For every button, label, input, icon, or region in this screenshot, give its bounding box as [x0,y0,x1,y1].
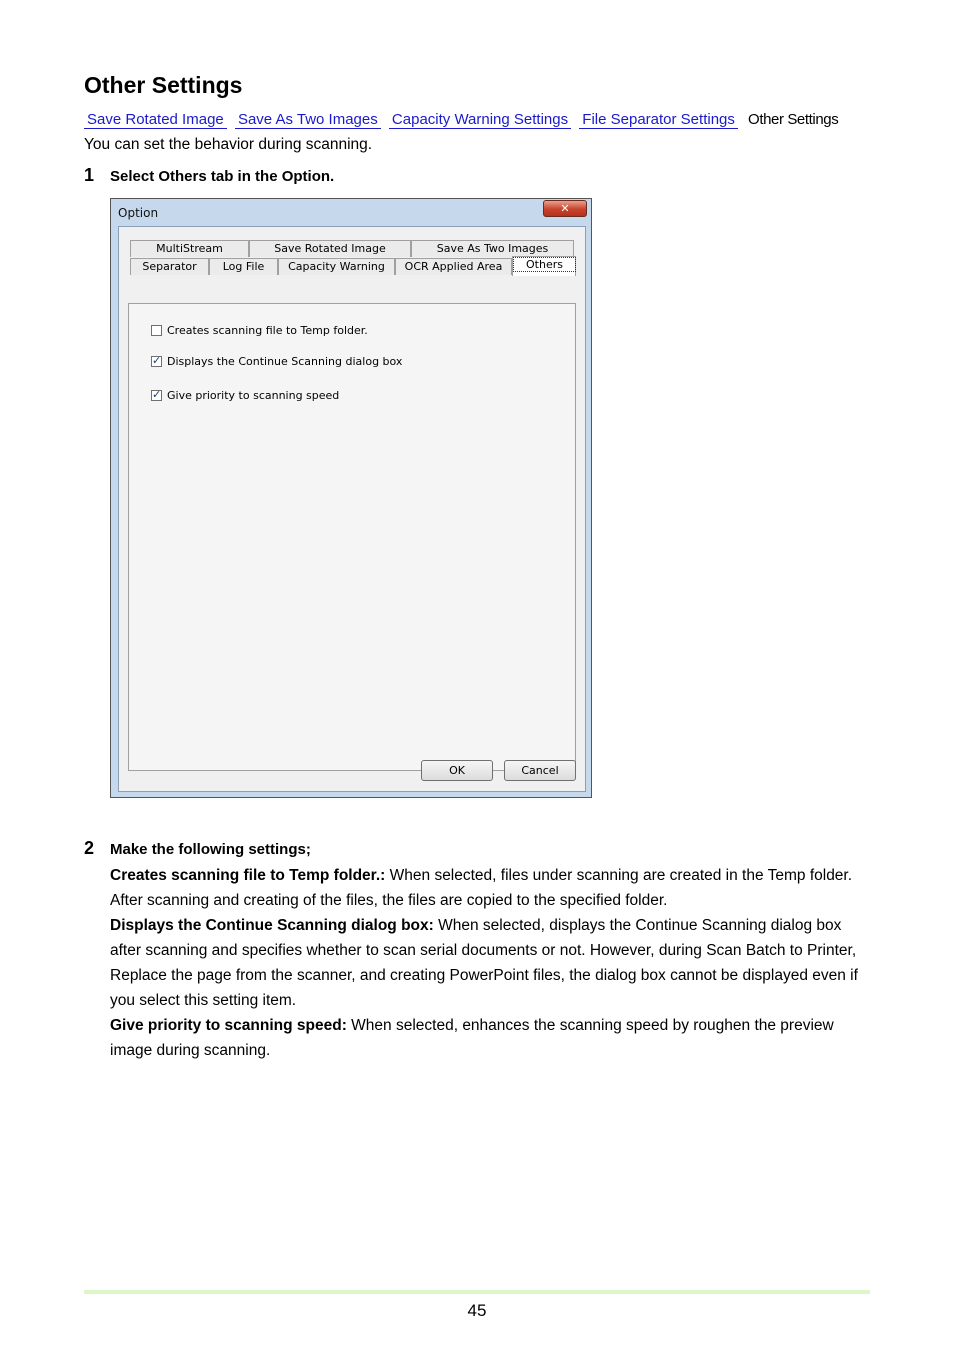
checkbox-scanning-speed[interactable] [151,390,162,401]
setting-description-scanning-speed [110,1013,870,1063]
tab-separator[interactable]: Separator [130,258,209,275]
tab-others[interactable]: Others [512,256,576,276]
option-dialog [110,198,592,798]
option-label: Displays the Continue Scanning dialog box [167,355,403,368]
setting-desc: When selected, files under scanning are created in the Temp folder. After scanning and creating of the files, the files are copied to the specified folder. [110,867,853,909]
tab-multistream[interactable]: MultiStream [130,240,249,257]
setting-term: Displays the Continue Scanning dialog box: [110,917,434,934]
cancel-button[interactable]: Cancel [504,760,576,781]
option-label: Creates scanning file to Temp folder. [167,324,368,337]
step-number-2: 2 [84,838,95,858]
breadcrumb [84,111,840,128]
option-scanning-speed[interactable] [151,389,339,402]
breadcrumb-current: Other Settings [748,111,839,128]
link-capacity-warning-settings[interactable]: Capacity Warning Settings [389,111,571,129]
option-label: Give priority to scanning speed [167,389,340,402]
tab-save-rotated-image[interactable]: Save Rotated Image [249,240,411,257]
setting-desc: When selected, displays the Continue Scanning dialog box after scanning and specifies whether to scan serial documents or not. However, during Scan Batch to Printer, Replace the page from the scanner, and creating PowerPoint files, the dialog box cannot be displayed even if you select this setting item. [110,917,858,1009]
dialog-title: Option [118,206,159,220]
link-save-rotated-image[interactable]: Save Rotated Image [84,111,227,129]
tab-log-file[interactable]: Log File [209,258,278,275]
link-file-separator-settings[interactable]: File Separator Settings [579,111,738,129]
footer-divider [84,1290,870,1294]
tab-ocr-applied-area[interactable]: OCR Applied Area [395,258,512,275]
option-temp-folder[interactable] [151,324,368,337]
setting-description-temp-folder [110,863,870,913]
checkbox-continue-scanning[interactable] [151,356,162,367]
tab-save-as-two-images[interactable]: Save As Two Images [411,240,574,257]
step-number-1: 1 [84,165,95,185]
page-title: Other Settings [84,72,243,98]
setting-desc: When selected, enhances the scanning speed by roughen the preview image during scanning. [110,1017,834,1059]
setting-term: Give priority to scanning speed: [110,1017,347,1034]
intro-text: You can set the behavior during scanning. [84,136,373,153]
dialog-client-area [118,226,586,792]
close-icon[interactable]: ✕ [543,200,587,217]
page-number: 45 [467,1301,487,1320]
link-save-as-two-images[interactable]: Save As Two Images [235,111,381,129]
checkbox-temp-folder[interactable] [151,325,162,336]
others-tab-panel [128,303,576,771]
step-title-1: Select Others tab in the Option. [110,168,335,185]
option-continue-scanning[interactable] [151,355,402,368]
ok-button[interactable]: OK [421,760,493,781]
step-title-2: Make the following settings; [110,841,311,858]
setting-term: Creates scanning file to Temp folder.: [110,867,386,884]
setting-description-continue-scanning [110,913,870,1013]
tab-capacity-warning[interactable]: Capacity Warning [278,258,395,275]
